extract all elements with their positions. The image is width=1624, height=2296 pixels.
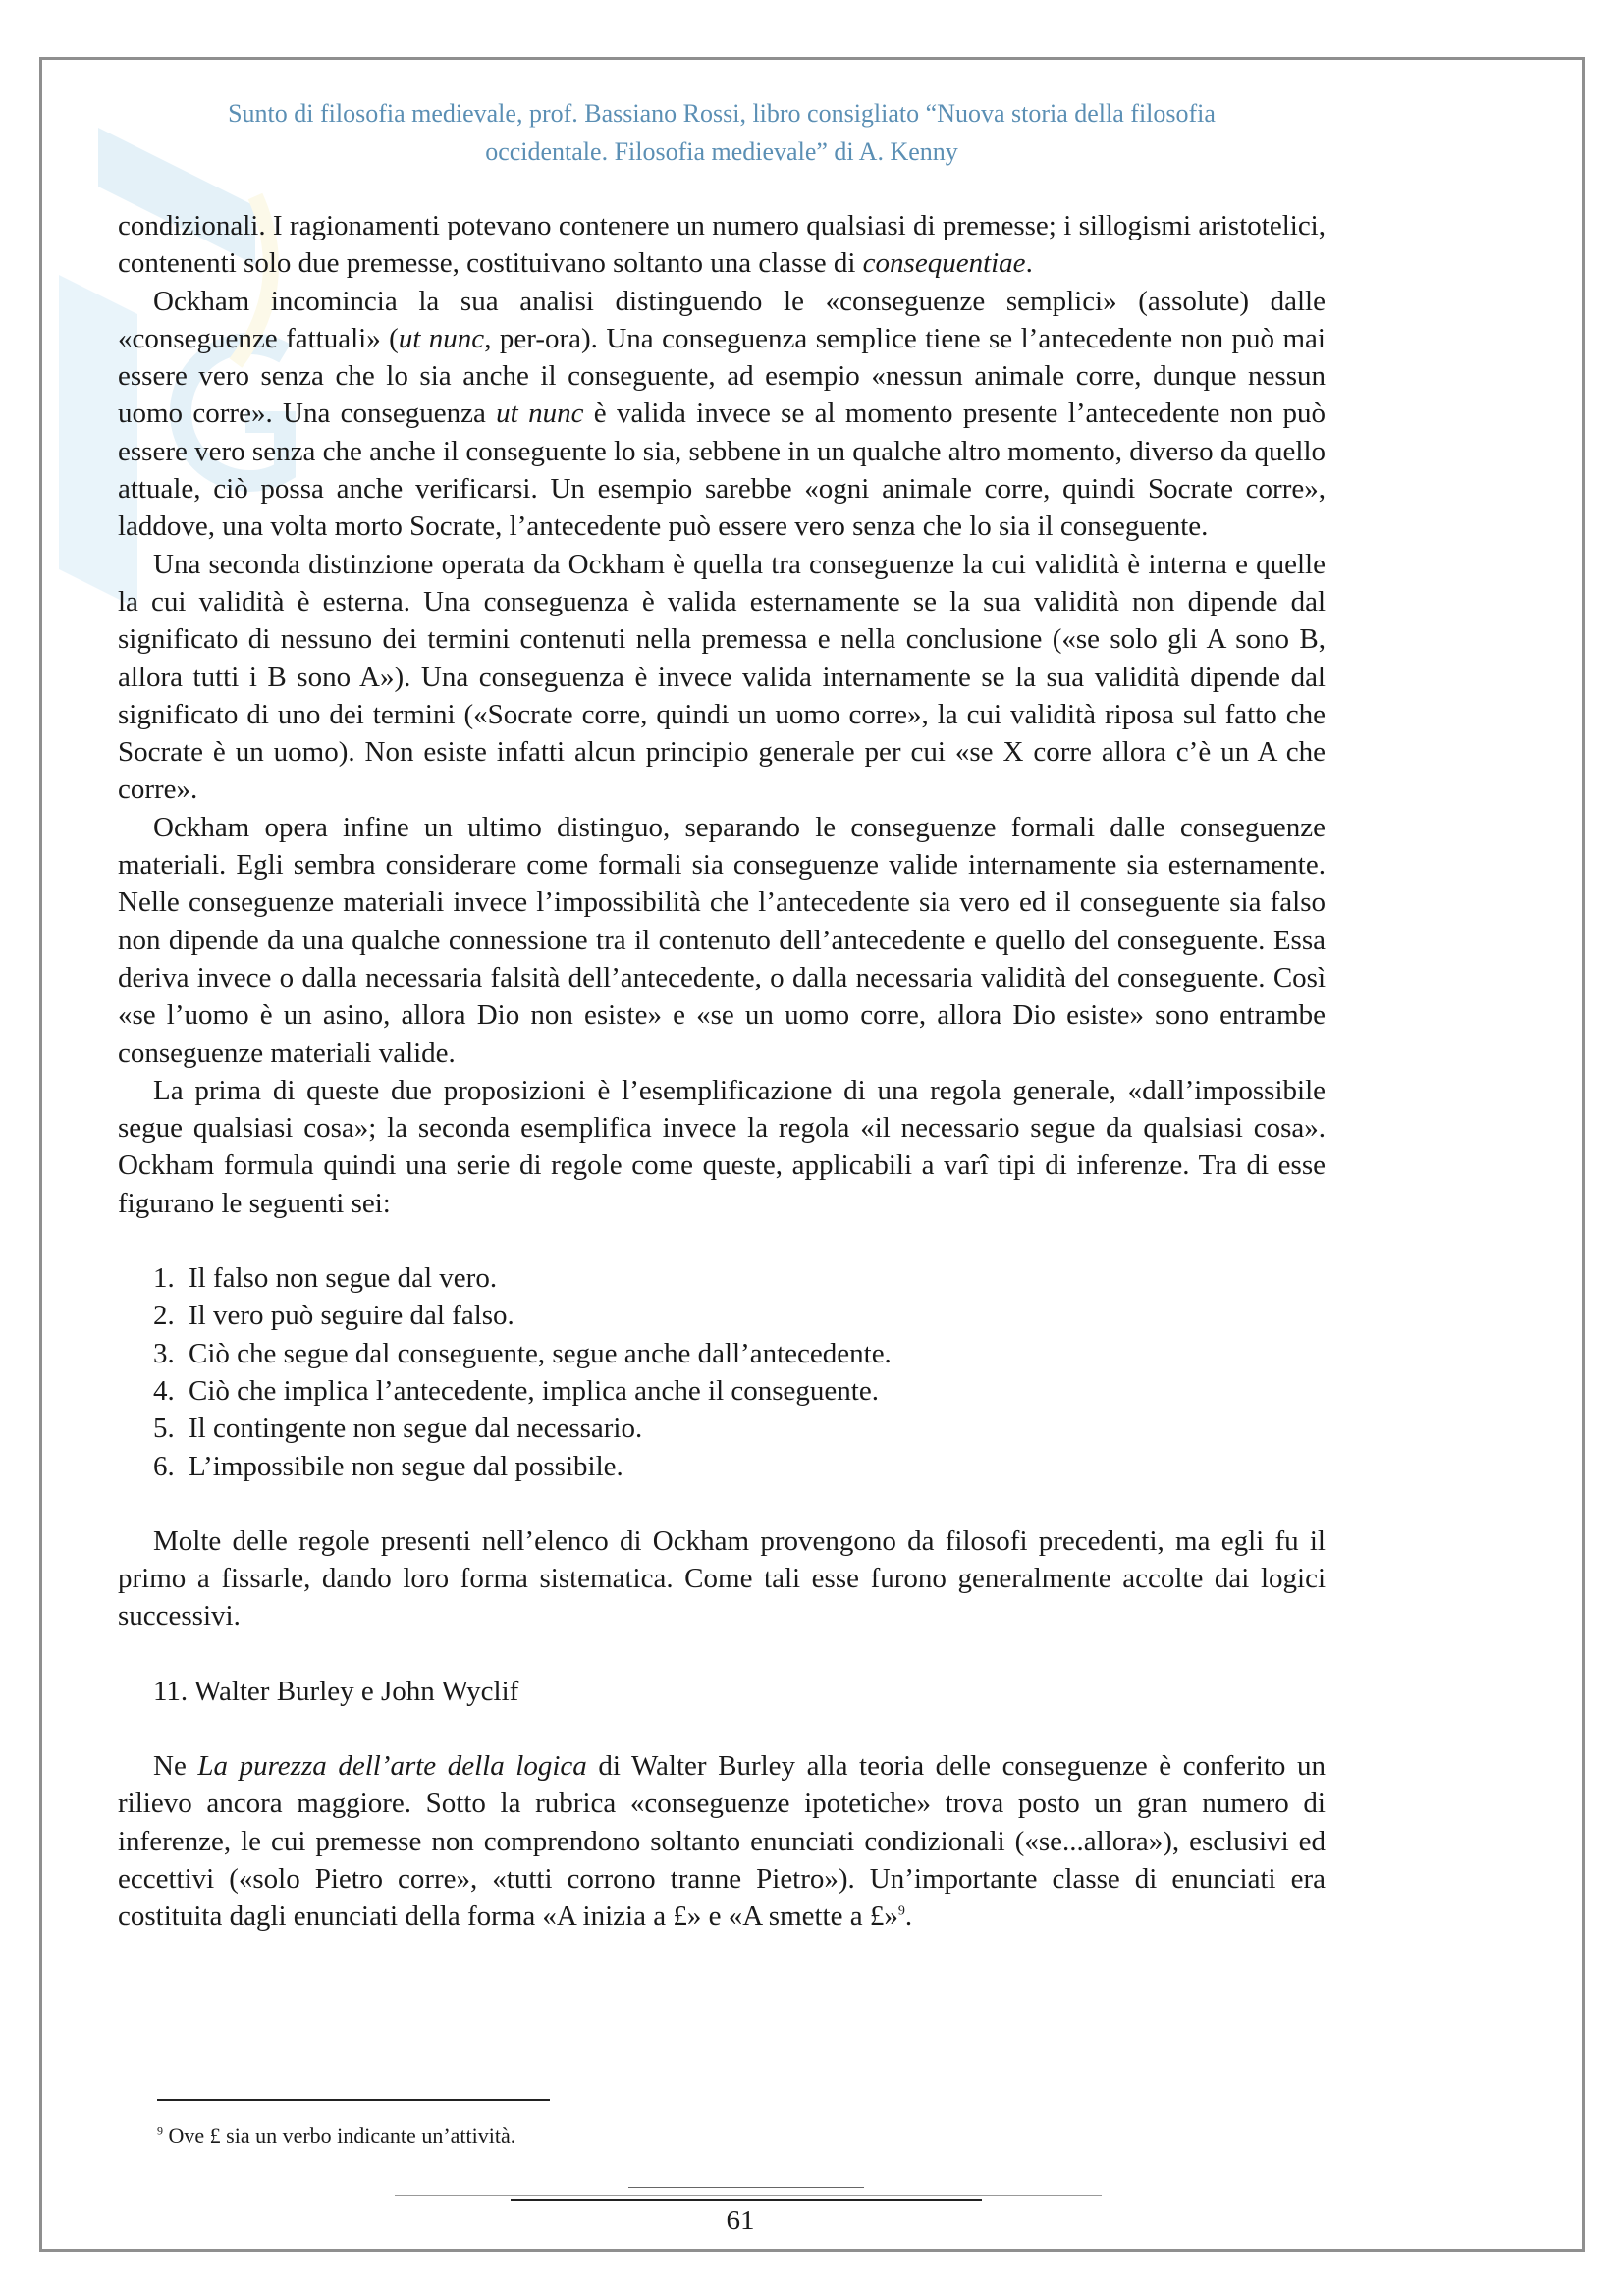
list-item [153, 1448, 1326, 1485]
text-run: . [1025, 247, 1033, 280]
text-run: condizionali. I ragionamenti potevano contenere un numero qualsiasi di premesse; i sillogismi aristotelici, contenenti solo due premesse, costituivano soltanto una classe di [118, 210, 1326, 280]
paragraph-4: Ockham opera infine un ultimo distinguo, separando le conseguenze formali dalle conseguenze materiali. Egli sembra considerare come formali sia conseguenze valide internamente sia esternamente. Nelle conseguenze materiali invece l’impossibilità che l’antecedente sia vero ed il conseguente sia falso non dipende da una qualche connessione tra il contenuto dell’antecedente e quello del conseguente. Essa deriva invece o dalla necessaria falsità dell’antecedente, o dalla necessaria validità del conseguente. Così «se l’uomo è un asino, allora Dio non esiste» e «se un uomo corre, allora Dio esiste» sono entrambe conseguenze materiali valide. [118, 811, 1326, 1069]
paragraph-1 [118, 207, 1326, 283]
footnote-mark: 9 [157, 2123, 163, 2138]
list-item-text: Il contingente non segue dal necessario. [189, 1413, 643, 1445]
list-number: 2. [153, 1300, 175, 1332]
footnote [157, 2122, 1237, 2150]
italic-term: ut nunc [496, 398, 584, 430]
list-item [153, 1372, 1326, 1410]
paragraph-6: Molte delle regole presenti nell’elenco di Ockham provengono da filosofi precedenti, ma egli fu il primo a fissarle, dando loro forma sistematica. Come tali esse furono generalmente accolte dai logici successivi. [118, 1524, 1326, 1632]
list-item-text: Il vero può seguire dal falso. [189, 1300, 514, 1332]
paragraph-7 [118, 1747, 1326, 1935]
list-item [153, 1335, 1326, 1372]
footnote-text: Ove £ sia un verbo indicante un’attività. [163, 2123, 516, 2148]
italic-term: ut nunc [398, 322, 485, 354]
text-run: è valida invece se al momento presente l’antecedente non può essere vero senza che anche il conseguente lo sia, sebbene in un qualche altro momento, diverso da quello attuale, ciò possa anche verificarsi. Un esempio sarebbe «ogni animale corre, quindi Socrate corre», laddove, una volta morto Socrate, l’antecedente può essere vero senza che lo sia il conseguente. [118, 398, 1326, 543]
list-item-text: L’impossibile non segue dal possibile. [189, 1450, 623, 1482]
header-line-2: occidentale. Filosofia medievale” di A. Kenny [485, 137, 958, 166]
paragraph-2 [118, 283, 1326, 546]
italic-title: La purezza dell’arte della logica [197, 1749, 587, 1782]
list-item [153, 1297, 1326, 1334]
list-item-text: Il falso non segue dal vero. [189, 1262, 498, 1295]
section-title: 11. Walter Burley e John Wyclif [153, 1675, 519, 1707]
text-run: . [904, 1900, 913, 1933]
list-number: 5. [153, 1413, 175, 1445]
page-number: 61 [726, 2205, 755, 2236]
main-text [118, 207, 1326, 1935]
footnote-divider [157, 2099, 550, 2101]
footer-rule [395, 2195, 1102, 2196]
list-number: 4. [153, 1374, 175, 1407]
list-item [153, 1259, 1326, 1297]
paragraph-3: Una seconda distinzione operata da Ockham è quella tra conseguenze la cui validità è interna e quelle la cui validità è esterna. Una conseguenza è valida esternamente se la sua validità non dipende dal significato di nessuno dei termini contenuti nella premessa e nella conclusione («se solo gli A sono B, allora tutti i B sono A»). Una conseguenza è invece valida internamente se la sua validità dipende dal significato di uno dei termini («Socrate corre, quindi un uomo corre», la cui validità riposa sul fatto che Socrate è un uomo). Non esiste infatti alcun principio generale per cui «se X corre allora c’è un A che corre». [118, 548, 1326, 806]
footer-rule [628, 2187, 864, 2188]
text-run: di Walter Burley alla teoria delle conseguenze è conferito un rilievo ancora maggiore. Sotto la rubrica «conseguenze ipotetiche» trova posto un gran numero di inferenze, le cui premesse non comprendono soltanto enunciati condizionali («se...allora»), esclusivi ed eccettivi («solo Pietro corre», «tutti corrono tranne Pietro»). Un’importante classe di enunciati era costituita dagli enunciati della forma «A inizia a £» e «A smette a £» [118, 1749, 1326, 1933]
text-run: Ockham incomincia la sua analisi distinguendo le «conseguenze semplici» (assolute) dalle «conseguenze fattuali» ( [118, 285, 1326, 354]
document-header [118, 94, 1326, 171]
rules-list [118, 1259, 1326, 1485]
list-number: 1. [153, 1262, 175, 1295]
list-item-text: Ciò che segue dal conseguente, segue anche dall’antecedente. [189, 1337, 892, 1369]
text-run: Ne [153, 1749, 198, 1782]
footer-rule [511, 2199, 982, 2201]
list-item [153, 1410, 1326, 1447]
list-number: 3. [153, 1337, 175, 1369]
list-number: 6. [153, 1450, 175, 1482]
text-run: , per-ora). Una conseguenza semplice tiene se l’antecedente non può mai essere vero senza che lo sia anche il conseguente, ad esempio «nessun animale corre, dunque nessun uomo corre». Una conseguenza [118, 322, 1326, 430]
footnote-reference[interactable]: 9 [897, 1903, 905, 1919]
header-line-1: Sunto di filosofia medievale, prof. Bassiano Rossi, libro consigliato “Nuova storia della filosofia [228, 99, 1216, 128]
list-item-text: Ciò che implica l’antecedente, implica anche il conseguente. [189, 1374, 879, 1407]
italic-term: consequentiae [862, 247, 1026, 280]
paragraph-5: La prima di queste due proposizioni è l’esemplificazione di una regola generale, «dall’impossibile segue qualsiasi cosa»; la seconda esemplifica invece la regola «il necessario segue da qualsiasi cosa». Ockham formula quindi una serie di regole come queste, applicabili a varî tipi di inferenze. Tra di esse figurano le seguenti sei: [118, 1074, 1326, 1219]
